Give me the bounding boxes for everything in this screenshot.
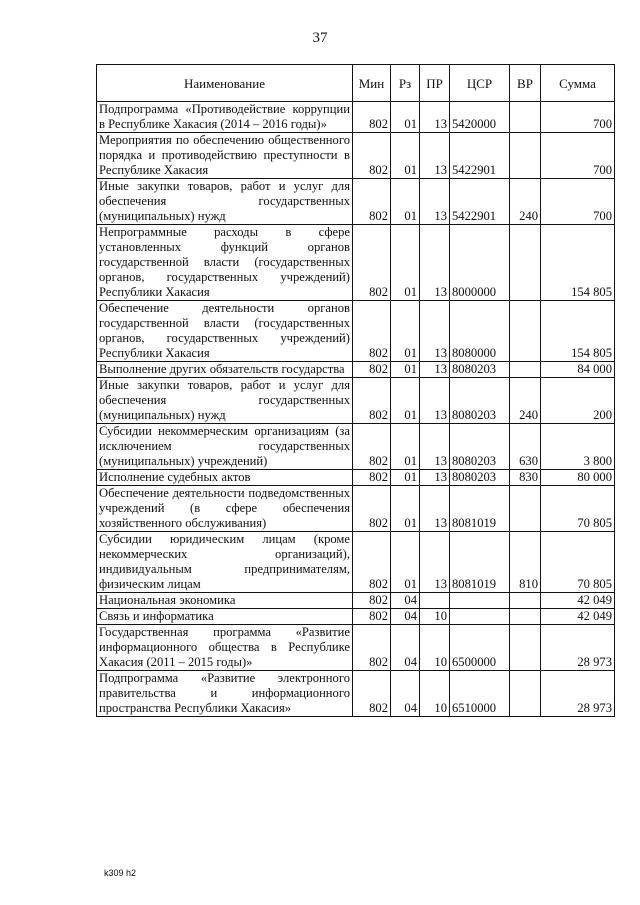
cell-csr: 6500000 bbox=[450, 625, 510, 671]
cell-min: 802 bbox=[353, 179, 391, 225]
cell-rz: 01 bbox=[391, 225, 420, 301]
table-row bbox=[97, 179, 615, 225]
cell-pr bbox=[420, 593, 450, 609]
cell-min: 802 bbox=[353, 378, 391, 424]
cell-name: Иные закупки товаров, работ и услуг для обеспечения государственных (муниципальных) нужд bbox=[97, 378, 353, 424]
cell-vr bbox=[510, 625, 541, 671]
cell-sum: 700 bbox=[541, 133, 615, 179]
cell-name: Мероприятия по обеспечению общественного порядка и противодействию преступности в Республике Хакасия bbox=[97, 133, 353, 179]
cell-pr: 10 bbox=[420, 625, 450, 671]
header-pr: ПР bbox=[420, 65, 450, 102]
table-row bbox=[97, 593, 615, 609]
table-row bbox=[97, 625, 615, 671]
cell-rz: 01 bbox=[391, 102, 420, 133]
page-number: 37 bbox=[312, 30, 328, 46]
cell-rz: 01 bbox=[391, 424, 420, 470]
cell-sum: 154 805 bbox=[541, 225, 615, 301]
cell-csr: 8081019 bbox=[450, 532, 510, 593]
cell-vr bbox=[510, 362, 541, 378]
table-row bbox=[97, 470, 615, 486]
table-row bbox=[97, 133, 615, 179]
cell-rz: 04 bbox=[391, 671, 420, 717]
cell-min: 802 bbox=[353, 609, 391, 625]
budget-table bbox=[96, 64, 615, 717]
cell-csr: 5422901 bbox=[450, 179, 510, 225]
cell-pr: 13 bbox=[420, 133, 450, 179]
cell-csr bbox=[450, 609, 510, 625]
cell-csr: 5420000 bbox=[450, 102, 510, 133]
cell-pr: 13 bbox=[420, 470, 450, 486]
header-name: Наименование bbox=[97, 65, 353, 102]
cell-csr: 8080203 bbox=[450, 378, 510, 424]
table-row bbox=[97, 609, 615, 625]
cell-rz: 01 bbox=[391, 301, 420, 362]
cell-pr: 10 bbox=[420, 671, 450, 717]
cell-name: Субсидии некоммерческим организациям (за исключением государственных (муниципальных) учреждений) bbox=[97, 424, 353, 470]
cell-csr: 8080000 bbox=[450, 301, 510, 362]
cell-name: Обеспечение деятельности органов государственной власти (государственных органов, государственных учреждений) Республики Хакасия bbox=[97, 301, 353, 362]
cell-min: 802 bbox=[353, 625, 391, 671]
cell-pr: 13 bbox=[420, 486, 450, 532]
table-row bbox=[97, 362, 615, 378]
cell-csr: 8080203 bbox=[450, 424, 510, 470]
cell-name: Подпрограмма «Развитие электронного правительства и информационного пространства Республики Хакасия» bbox=[97, 671, 353, 717]
cell-vr bbox=[510, 486, 541, 532]
cell-min: 802 bbox=[353, 593, 391, 609]
cell-vr: 240 bbox=[510, 378, 541, 424]
cell-vr bbox=[510, 133, 541, 179]
header-sum: Сумма bbox=[541, 65, 615, 102]
cell-pr: 13 bbox=[420, 102, 450, 133]
table-row bbox=[97, 225, 615, 301]
cell-rz: 01 bbox=[391, 179, 420, 225]
cell-min: 802 bbox=[353, 133, 391, 179]
cell-name: Непрограммные расходы в сфере установленных функций органов государственной власти (государственных органов, государственных учреждений) Республики Хакасия bbox=[97, 225, 353, 301]
cell-sum: 28 973 bbox=[541, 625, 615, 671]
cell-sum: 200 bbox=[541, 378, 615, 424]
header-rz: Рз bbox=[391, 65, 420, 102]
cell-csr: 8081019 bbox=[450, 486, 510, 532]
cell-rz: 01 bbox=[391, 486, 420, 532]
cell-sum: 42 049 bbox=[541, 593, 615, 609]
cell-vr: 630 bbox=[510, 424, 541, 470]
cell-rz: 01 bbox=[391, 133, 420, 179]
cell-pr: 13 bbox=[420, 532, 450, 593]
table-row bbox=[97, 486, 615, 532]
cell-name: Государственная программа «Развитие информационного общества в Республике Хакасия (2011 – 2015 годы)» bbox=[97, 625, 353, 671]
cell-sum: 154 805 bbox=[541, 301, 615, 362]
cell-pr: 13 bbox=[420, 179, 450, 225]
cell-rz: 01 bbox=[391, 378, 420, 424]
cell-vr bbox=[510, 102, 541, 133]
cell-sum: 700 bbox=[541, 179, 615, 225]
cell-vr: 830 bbox=[510, 470, 541, 486]
cell-min: 802 bbox=[353, 362, 391, 378]
cell-sum: 80 000 bbox=[541, 470, 615, 486]
table-row bbox=[97, 301, 615, 362]
cell-pr: 13 bbox=[420, 301, 450, 362]
cell-min: 802 bbox=[353, 301, 391, 362]
cell-vr: 810 bbox=[510, 532, 541, 593]
cell-sum: 70 805 bbox=[541, 486, 615, 532]
cell-min: 802 bbox=[353, 486, 391, 532]
cell-vr bbox=[510, 671, 541, 717]
footer-code: k309 h2 bbox=[104, 868, 137, 878]
cell-vr bbox=[510, 593, 541, 609]
cell-sum: 700 bbox=[541, 102, 615, 133]
cell-vr bbox=[510, 225, 541, 301]
cell-pr: 13 bbox=[420, 225, 450, 301]
cell-csr: 8080203 bbox=[450, 470, 510, 486]
cell-pr: 13 bbox=[420, 378, 450, 424]
cell-min: 802 bbox=[353, 470, 391, 486]
cell-name: Исполнение судебных актов bbox=[97, 470, 353, 486]
cell-csr: 6510000 bbox=[450, 671, 510, 717]
cell-csr: 8000000 bbox=[450, 225, 510, 301]
cell-name: Обеспечение деятельности подведомственных учреждений (в сфере обеспечения хозяйственного обслуживания) bbox=[97, 486, 353, 532]
cell-min: 802 bbox=[353, 671, 391, 717]
cell-name: Субсидии юридическим лицам (кроме некоммерческих организаций), индивидуальным предпринимателям, физическим лицам bbox=[97, 532, 353, 593]
cell-sum: 28 973 bbox=[541, 671, 615, 717]
cell-min: 802 bbox=[353, 102, 391, 133]
cell-rz: 01 bbox=[391, 470, 420, 486]
table-row bbox=[97, 424, 615, 470]
cell-rz: 04 bbox=[391, 593, 420, 609]
cell-rz: 01 bbox=[391, 362, 420, 378]
cell-sum: 42 049 bbox=[541, 609, 615, 625]
header-min: Мин bbox=[353, 65, 391, 102]
cell-csr: 5422901 bbox=[450, 133, 510, 179]
cell-name: Связь и информатика bbox=[97, 609, 353, 625]
cell-csr bbox=[450, 593, 510, 609]
cell-name: Национальная экономика bbox=[97, 593, 353, 609]
cell-min: 802 bbox=[353, 225, 391, 301]
cell-sum: 70 805 bbox=[541, 532, 615, 593]
cell-pr: 13 bbox=[420, 362, 450, 378]
cell-csr: 8080203 bbox=[450, 362, 510, 378]
header-csr: ЦСР bbox=[450, 65, 510, 102]
cell-name: Выполнение других обязательств государства bbox=[97, 362, 353, 378]
cell-pr: 13 bbox=[420, 424, 450, 470]
cell-sum: 3 800 bbox=[541, 424, 615, 470]
header-vr: ВР bbox=[510, 65, 541, 102]
cell-vr: 240 bbox=[510, 179, 541, 225]
cell-pr: 10 bbox=[420, 609, 450, 625]
cell-vr bbox=[510, 609, 541, 625]
table-header-row bbox=[97, 65, 615, 102]
cell-sum: 84 000 bbox=[541, 362, 615, 378]
cell-rz: 01 bbox=[391, 532, 420, 593]
table-row bbox=[97, 671, 615, 717]
table-row bbox=[97, 378, 615, 424]
cell-name: Подпрограмма «Противодействие коррупции в Республике Хакасия (2014 – 2016 годы)» bbox=[97, 102, 353, 133]
table-row bbox=[97, 532, 615, 593]
table-row bbox=[97, 102, 615, 133]
table-body bbox=[97, 102, 615, 717]
cell-min: 802 bbox=[353, 424, 391, 470]
cell-rz: 04 bbox=[391, 609, 420, 625]
cell-min: 802 bbox=[353, 532, 391, 593]
cell-vr bbox=[510, 301, 541, 362]
cell-rz: 04 bbox=[391, 625, 420, 671]
cell-name: Иные закупки товаров, работ и услуг для обеспечения государственных (муниципальных) нужд bbox=[97, 179, 353, 225]
